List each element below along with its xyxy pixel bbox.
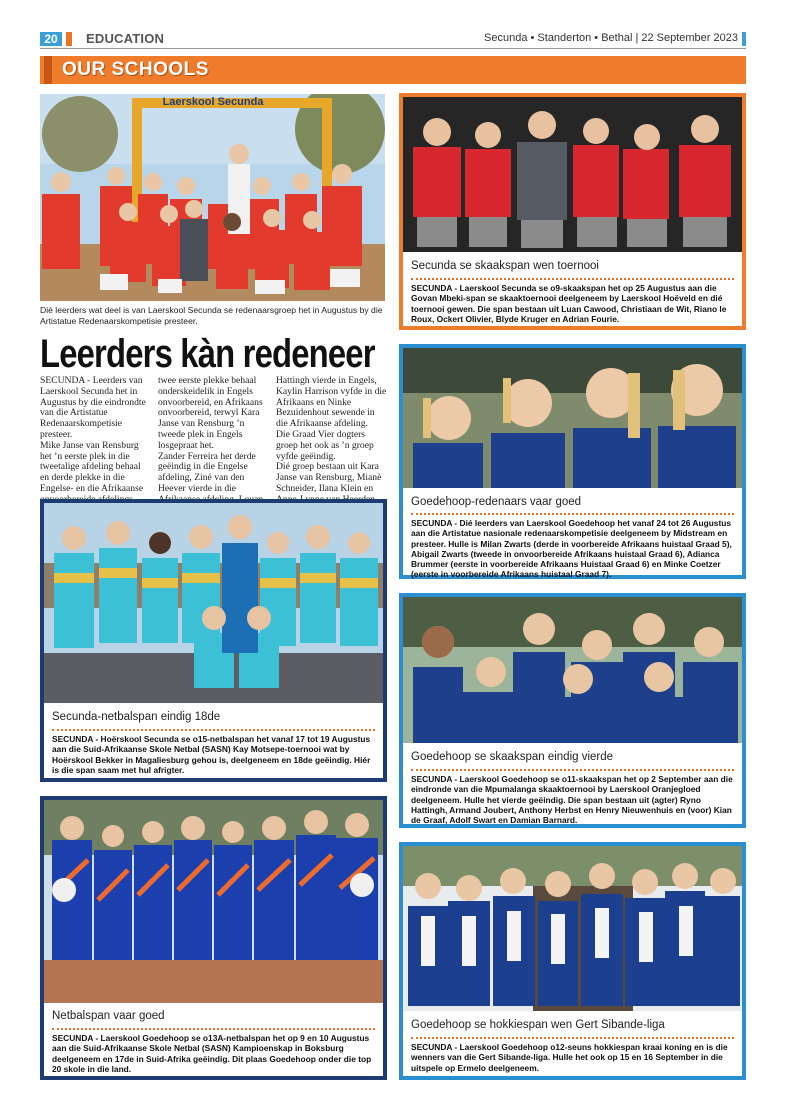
story-goedehoop-chess xyxy=(399,593,746,828)
story-photo xyxy=(403,846,742,1011)
page-number: 20 xyxy=(40,32,62,46)
story-photo xyxy=(44,800,383,1003)
story-divider xyxy=(52,1028,375,1030)
story-heading: Secunda-netbalspan eindig 18de xyxy=(52,711,221,723)
story-caption: SECUNDA - Laerskool Secunda se o9-skaakspan het op 25 Augustus aan die Govan Mbeki-span se skaaktoernooi deelgeneem by Laerskool Hoëveld en dié toernooi gewen. Die span bestaan uit Luan Cawood, Christiaan de Wit, Riano le Roux, Ockert Olivier, Blyde Kruger en Adrian Fourie. xyxy=(411,283,727,324)
banner-title: OUR SCHOOLS xyxy=(62,59,209,80)
story-caption: SECUNDA - Laerskool Goedehoop se o11-skaakspan het op 2 September aan die eindronde van die Mpumalanga skaaktoernooi by Laerskool Oranjegloed deelgeneem. Hulle het vierde geëindig. Die span bestaan uit (agter) Ryno Hattingh, Armand Joubert, Anthony Herbst en Henry Nieuwenhuis en (voor) Kian de Graaf, Adolf Swart en Damian Barnard. xyxy=(411,774,733,826)
story-goedehoop-hockey xyxy=(399,842,746,1080)
story-photo xyxy=(403,348,742,488)
story-heading: Goedehoop se hokkiespan wen Gert Sibande-liga xyxy=(411,1019,665,1031)
section-banner xyxy=(40,56,746,84)
page-header xyxy=(40,30,746,48)
story-goedehoop-netball xyxy=(40,796,387,1080)
story-divider xyxy=(411,769,734,771)
story-photo xyxy=(403,97,742,252)
story-heading: Netbalspan vaar goed xyxy=(52,1010,165,1022)
photo-sign-text: Laerskool Secunda xyxy=(162,96,264,108)
story-heading: Secunda se skaakspan wen toernooi xyxy=(411,260,599,272)
story-divider xyxy=(411,278,734,280)
article-headline: Leerders kàn redeneer xyxy=(40,332,375,376)
story-caption: SECUNDA - Hoërskool Secunda se o15-netbalspan het vanaf 17 tot 19 Augustus aan die Suid-Afrikaanse Skole Netbal (SASN) Kay Motsepe-toernooi wat by Hoërskool Bekker in Magaliesburg gehou is, deelgeneem en 18de geëindig. Hiér is die span saam met hul afrigter. xyxy=(52,734,371,775)
story-photo xyxy=(403,597,742,743)
header-accent xyxy=(66,32,72,46)
story-caption: SECUNDA - Laerskool Goedehoop se o13A-netbalspan het op 9 en 10 Augustus aan die Suid-Afrikaanse Skole Netbal (SASN) Kampioenskap in Boksburg deelgeneem en 17de in Suid-Afrika geëindig. Dit plaas Goedehoop onder die top 20 skole in die land. xyxy=(52,1033,372,1074)
story-secunda-netball xyxy=(40,499,387,782)
header-end-bar xyxy=(742,32,746,46)
story-heading: Goedehoop se skaakspan eindig vierde xyxy=(411,751,614,763)
main-photo-caption: Dié leerders wat deel is van Laerskool Secunda se redenaarsgroep het in Augustus by die Artistatue Redenaarskompetisie presteer. xyxy=(40,305,383,326)
story-divider xyxy=(52,729,375,731)
main-photo xyxy=(40,94,385,301)
story-divider xyxy=(411,1037,734,1039)
section-label: EDUCATION xyxy=(86,31,165,46)
story-divider xyxy=(411,513,734,515)
header-rule xyxy=(40,48,746,49)
article-column-3: Hattingh vierde in Engels, Kaylin Harrison vyfde in die Afrikaans en Ninke Bezuidenhout sewende in die Afrikaanse afdeling. Die Graad Vier dogters groep het ook as ’n groep vyfde geëindig. Dié groep bestaan uit Kara Janse van Rensburg, Mianè Schneider, Ilana Klein en xyxy=(276,375,387,494)
article-column-1: SECUNDA - Leerders van Laerskool Secunda het in Augustus by die eindrondte van die Artistatue Redenaarskompetisie presteer. Mike Janse van Rensburg het ’n eerste plek in die tweetalige afdeling behaal en derde plekke in die Engelse- en die Afrikaanse xyxy=(40,375,146,494)
banner-tab xyxy=(44,56,52,84)
story-goedehoop-speakers xyxy=(399,344,746,579)
story-heading: Goedehoop-redenaars vaar goed xyxy=(411,496,582,508)
story-caption: SECUNDA - Laerskool Goedehoop o12-seuns hokkiespan kraai koning en is die wenners van die Gert Sibande-liga. Hulle het ook op 15 en 16 September in die uitspele op Ermelo deelgeneem. xyxy=(411,1042,728,1073)
story-photo xyxy=(44,503,383,703)
dateline: Secunda • Standerton • Bethal | 22 September 2023 xyxy=(484,32,738,44)
story-caption: SECUNDA - Dié leerders van Laerskool Goedehoop het vanaf 24 tot 26 Augustus aan die Artistatue nasionale redenaarskompetisie deelgeneem by Midstream en presteer. Hulle is Milan Zwarts (derde in voorbereide Afrikaans huistaal Graad 5), Abigail Zwarts (tweede in onvoorbereide Afrikaans huistaal Graad 6), Adianca Brummer (eerste in voorbereide Afrikaans Huistaal Graad 6) en Minke Coetzer (eerste in voorbereide Afrikaans huistaal Graad 7). xyxy=(411,518,732,580)
story-secunda-chess xyxy=(399,93,746,330)
article-column-2: twee eerste plekke behaal onderskeidelik in Engels onvoorbereid, en Afrikaans onvoorbereid, terwyl Kara Janse van Rensburg ’n tweede plek in Engels losgepraat het. Zander Ferreira het derde geëindig in die Engelse afdeling, Ziné van den Heever vierde in die xyxy=(158,375,263,494)
